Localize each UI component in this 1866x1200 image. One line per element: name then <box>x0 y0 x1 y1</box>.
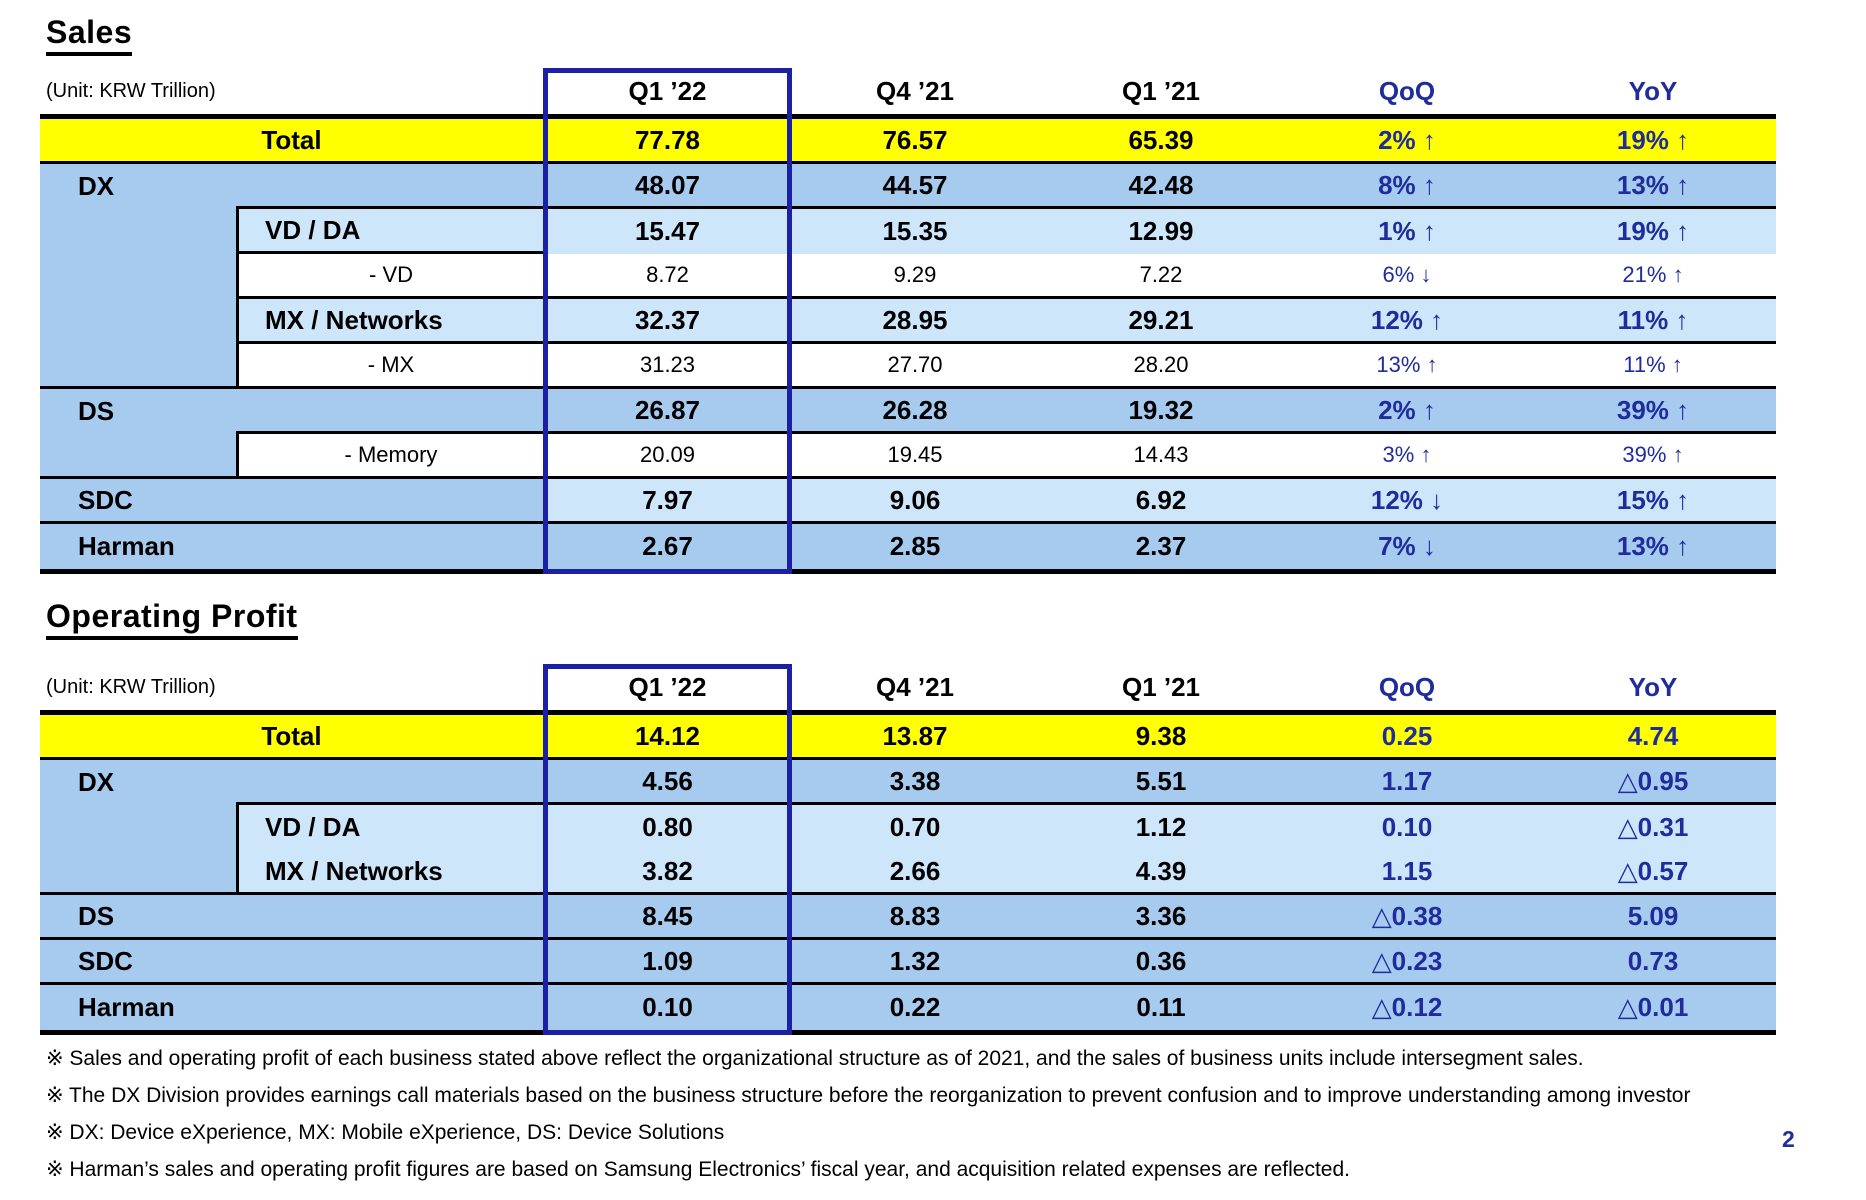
dx-band <box>40 209 236 254</box>
row-label: - VD <box>236 254 543 299</box>
column-header-qoq: QoQ <box>1378 75 1436 106</box>
cell-value: 2% ↑ <box>1284 389 1530 434</box>
cell-value: △0.57 <box>1530 850 1776 895</box>
column-header-q4-21: Q4 ’21 <box>875 671 955 702</box>
table-row-dx <box>40 760 1776 805</box>
ds-band <box>40 434 236 479</box>
table-row-mx <box>40 344 1776 389</box>
sales-section-title: Sales <box>46 14 132 56</box>
cell-value: 3% ↑ <box>1284 434 1530 479</box>
row-label: DS <box>40 389 236 434</box>
table-row-mx-networks <box>40 299 1776 344</box>
cell-value: 19% ↑ <box>1530 209 1776 254</box>
row-label: Harman <box>40 524 543 569</box>
row-label: MX / Networks <box>236 850 543 895</box>
cell-value: 1.12 <box>1038 805 1284 850</box>
column-header-yoy: YoY <box>1628 75 1678 106</box>
cell-value: 44.57 <box>792 164 1038 209</box>
footnote: ※ DX: Device eXperience, MX: Mobile eXperience, DS: Device Solutions <box>46 1121 725 1144</box>
table-row-sdc <box>40 479 1776 524</box>
cell-value: 15.35 <box>792 209 1038 254</box>
cell-value: 26.28 <box>792 389 1038 434</box>
dx-band <box>40 805 236 850</box>
cell-value: 0.25 <box>1284 715 1530 760</box>
row-label: Total <box>40 119 543 164</box>
table-row-vd-da <box>40 805 1776 850</box>
label-spacer <box>236 164 543 209</box>
table-row-vd <box>40 254 1776 299</box>
cell-value: 13% ↑ <box>1530 164 1776 209</box>
operating-profit-section-title: Operating Profit <box>46 598 298 640</box>
cell-value: 19% ↑ <box>1530 119 1776 164</box>
cell-value: 6.92 <box>1038 479 1284 524</box>
cell-value: 12.99 <box>1038 209 1284 254</box>
cell-value: 32.37 <box>543 299 792 344</box>
cell-value: 13% ↑ <box>1530 524 1776 569</box>
column-header-q1-22: Q1 ’22 <box>628 671 707 702</box>
table-row-total <box>40 710 1776 760</box>
operating-profit-table <box>40 664 1776 1035</box>
footnotes <box>46 1040 1690 1188</box>
cell-value: 8.72 <box>543 254 792 299</box>
unit-label: (Unit: KRW Trillion) <box>46 79 216 102</box>
cell-value: 9.38 <box>1038 715 1284 760</box>
cell-value: 7% ↓ <box>1284 524 1530 569</box>
column-header-q1-21: Q1 ’21 <box>1121 75 1201 106</box>
cell-value: 13% ↑ <box>1284 344 1530 389</box>
table-row-sdc <box>40 940 1776 985</box>
table-row-vd-da <box>40 209 1776 254</box>
cell-value: 1.09 <box>543 940 792 985</box>
label-spacer <box>236 760 543 805</box>
cell-value: 29.21 <box>1038 299 1284 344</box>
row-label: - Memory <box>236 434 543 479</box>
footnote: ※ The DX Division provides earnings call materials based on the business structure before the reorganization to prevent confusion and to improve understanding among investor <box>46 1084 1691 1107</box>
cell-value: △0.01 <box>1530 985 1776 1030</box>
cell-value: 9.06 <box>792 479 1038 524</box>
cell-value: 3.38 <box>792 760 1038 805</box>
sales-table <box>40 68 1776 574</box>
table-row-memory <box>40 434 1776 479</box>
row-label: DS <box>40 895 543 940</box>
cell-value: △0.23 <box>1284 940 1530 985</box>
cell-value: 7.97 <box>543 479 792 524</box>
footnote: ※ Sales and operating profit of each business stated above reflect the organizational structure as of 2021, and the sales of business units include intersegment sales. <box>46 1047 1584 1070</box>
cell-value: 7.22 <box>1038 254 1284 299</box>
row-label: Total <box>40 715 543 760</box>
page-number: 2 <box>1782 1126 1795 1152</box>
cell-value: 4.74 <box>1530 715 1776 760</box>
cell-value: 21% ↑ <box>1530 254 1776 299</box>
cell-value: 2.37 <box>1038 524 1284 569</box>
cell-value: △0.38 <box>1284 895 1530 940</box>
cell-value: 8.45 <box>543 895 792 940</box>
table-row-total <box>40 114 1776 164</box>
table-row-harman <box>40 524 1776 574</box>
column-header-yoy: YoY <box>1628 671 1678 702</box>
cell-value: 19.45 <box>792 434 1038 479</box>
dx-band <box>40 254 236 299</box>
cell-value: 20.09 <box>543 434 792 479</box>
cell-value: △0.12 <box>1284 985 1530 1030</box>
cell-value: 0.80 <box>543 805 792 850</box>
cell-value: 27.70 <box>792 344 1038 389</box>
cell-value: 14.12 <box>543 715 792 760</box>
cell-value: 1.15 <box>1284 850 1530 895</box>
cell-value: 2.85 <box>792 524 1038 569</box>
cell-value: 3.82 <box>543 850 792 895</box>
cell-value: 4.39 <box>1038 850 1284 895</box>
row-label: - MX <box>236 344 543 389</box>
cell-value: 26.87 <box>543 389 792 434</box>
column-header-q4-21: Q4 ’21 <box>875 75 955 106</box>
cell-value: 4.56 <box>543 760 792 805</box>
column-header-q1-21: Q1 ’21 <box>1121 671 1201 702</box>
cell-value: 65.39 <box>1038 119 1284 164</box>
cell-value: 11% ↑ <box>1530 344 1776 389</box>
cell-value: 14.43 <box>1038 434 1284 479</box>
cell-value: 6% ↓ <box>1284 254 1530 299</box>
cell-value: 8.83 <box>792 895 1038 940</box>
dx-band <box>40 344 236 389</box>
table-row-ds <box>40 389 1776 434</box>
row-label: VD / DA <box>236 805 543 850</box>
cell-value: △0.95 <box>1530 760 1776 805</box>
table-row-mx-networks <box>40 850 1776 895</box>
op-header-row <box>40 664 1776 710</box>
cell-value: 19.32 <box>1038 389 1284 434</box>
cell-value: 76.57 <box>792 119 1038 164</box>
unit-label: (Unit: KRW Trillion) <box>46 675 216 698</box>
footnote: ※ Harman’s sales and operating profit figures are based on Samsung Electronics’ fiscal year, and acquisition related expenses are reflected. <box>46 1158 1350 1181</box>
cell-value: 28.20 <box>1038 344 1284 389</box>
cell-value: 31.23 <box>543 344 792 389</box>
cell-value: 2.67 <box>543 524 792 569</box>
sales-header-row <box>40 68 1776 114</box>
cell-value: 77.78 <box>543 119 792 164</box>
dx-band <box>40 850 236 895</box>
cell-value: 3.36 <box>1038 895 1284 940</box>
dx-band <box>40 299 236 344</box>
table-row-dx <box>40 164 1776 209</box>
cell-value: 1% ↑ <box>1284 209 1530 254</box>
cell-value: 13.87 <box>792 715 1038 760</box>
cell-value: △0.31 <box>1530 805 1776 850</box>
cell-value: 2% ↑ <box>1284 119 1530 164</box>
cell-value: 5.51 <box>1038 760 1284 805</box>
cell-value: 48.07 <box>543 164 792 209</box>
cell-value: 1.32 <box>792 940 1038 985</box>
cell-value: 0.73 <box>1530 940 1776 985</box>
cell-value: 0.10 <box>543 985 792 1030</box>
cell-value: 9.29 <box>792 254 1038 299</box>
cell-value: 42.48 <box>1038 164 1284 209</box>
cell-value: 1.17 <box>1284 760 1530 805</box>
cell-value: 0.36 <box>1038 940 1284 985</box>
table-row-harman <box>40 985 1776 1035</box>
cell-value: 5.09 <box>1530 895 1776 940</box>
cell-value: 0.70 <box>792 805 1038 850</box>
cell-value: 28.95 <box>792 299 1038 344</box>
cell-value: 12% ↑ <box>1284 299 1530 344</box>
label-spacer <box>236 389 543 434</box>
column-header-qoq: QoQ <box>1378 671 1436 702</box>
cell-value: 15.47 <box>543 209 792 254</box>
row-label: SDC <box>40 940 543 985</box>
row-label: DX <box>40 760 236 805</box>
cell-value: 12% ↓ <box>1284 479 1530 524</box>
cell-value: 11% ↑ <box>1530 299 1776 344</box>
row-label: DX <box>40 164 236 209</box>
cell-value: 0.22 <box>792 985 1038 1030</box>
cell-value: 2.66 <box>792 850 1038 895</box>
cell-value: 15% ↑ <box>1530 479 1776 524</box>
cell-value: 0.10 <box>1284 805 1530 850</box>
column-header-q1-22: Q1 ’22 <box>628 75 707 106</box>
row-label: VD / DA <box>236 209 543 254</box>
cell-value: 39% ↑ <box>1530 434 1776 479</box>
cell-value: 0.11 <box>1038 985 1284 1030</box>
row-label: Harman <box>40 985 543 1030</box>
cell-value: 8% ↑ <box>1284 164 1530 209</box>
cell-value: 39% ↑ <box>1530 389 1776 434</box>
row-label: MX / Networks <box>236 299 543 344</box>
table-row-ds <box>40 895 1776 940</box>
row-label: SDC <box>40 479 543 524</box>
